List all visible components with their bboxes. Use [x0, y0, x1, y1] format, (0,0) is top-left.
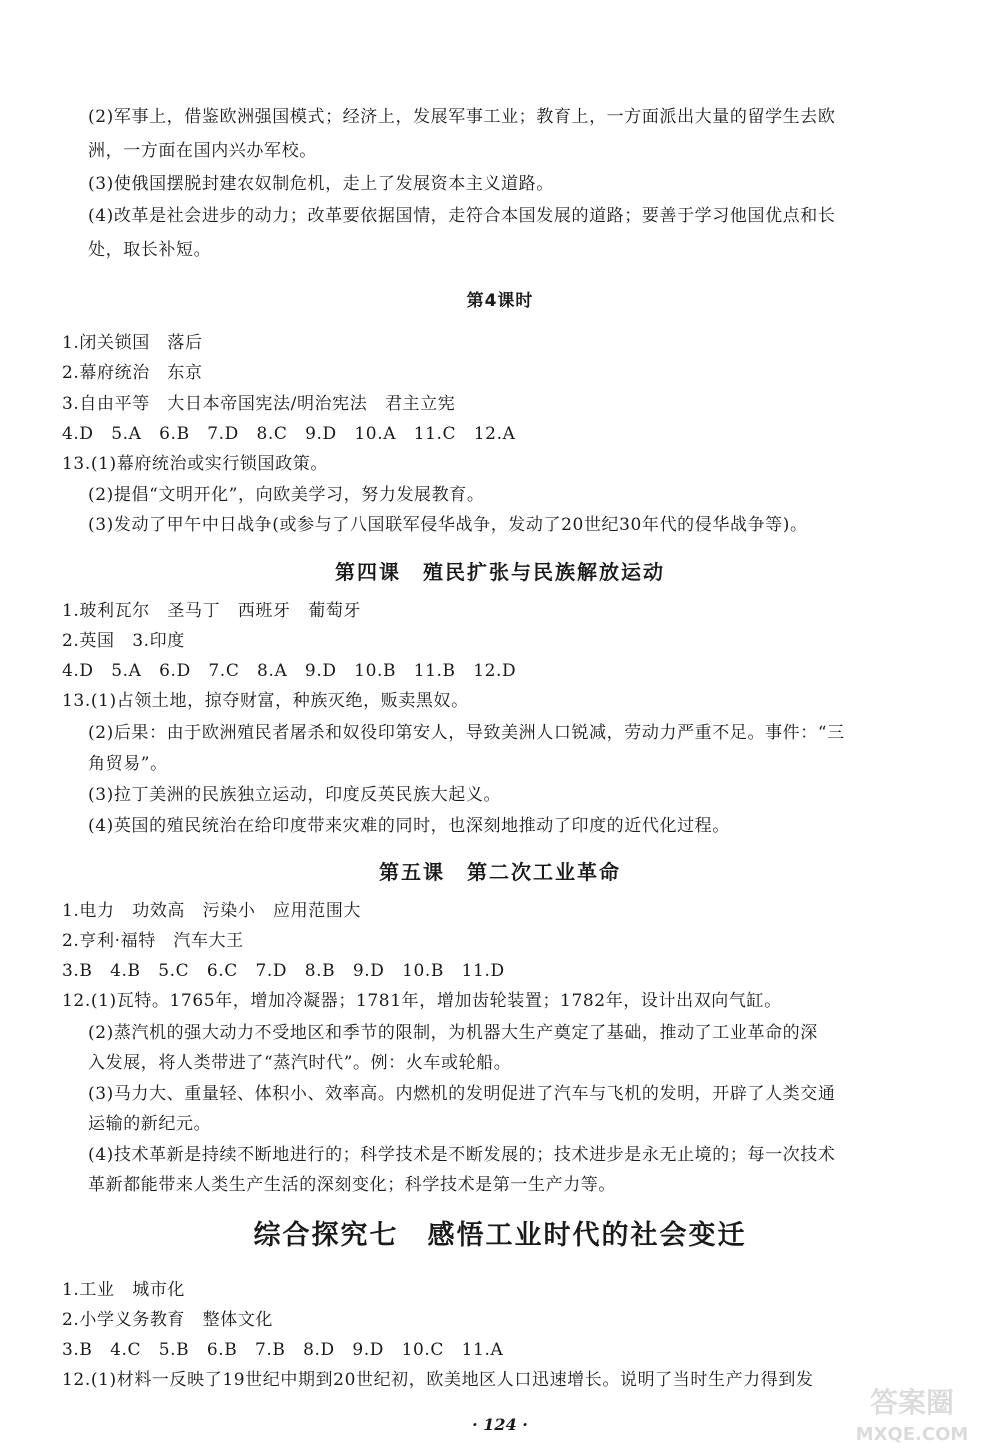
answer-line: 1.工业 城市化: [62, 1280, 186, 1300]
answer-line: 处，取长补短。: [88, 240, 212, 260]
lesson-heading: 第五课 第二次工业革命: [379, 860, 621, 884]
answer-line: 洲，一方面在国内兴办军校。: [88, 141, 317, 161]
answer-line: (4)改革是社会进步的动力；改革要依据国情，走符合本国发展的道路；要善于学习他国优点和长: [88, 206, 836, 226]
answer-line: 2.亨利·福特 汽车大王: [62, 931, 244, 951]
answer-line: 13.(1)幕府统治或实行锁国政策。: [62, 454, 328, 474]
answer-line: 运输的新纪元。: [88, 1114, 212, 1134]
answer-line: 革新都能带来人类生产生活的深刻变化；科学技术是第一生产力等。: [88, 1175, 616, 1195]
watermark-line2: MXQE.COM: [855, 1424, 969, 1445]
section-heading: 第4课时: [466, 291, 534, 311]
answer-line: 12.(1)瓦特。1765年，增加冷凝器；1781年，增加齿轮装置；1782年，设计出双向气缸。: [62, 991, 782, 1011]
answer-line: (2)蒸汽机的强大动力不受地区和季节的限制，为机器大生产奠定了基础，推动了工业革命的深: [88, 1023, 818, 1043]
answer-line: 2.幕府统治 东京: [62, 363, 203, 383]
answer-line: (3)拉丁美洲的民族独立运动，印度反英民族大起义。: [88, 785, 502, 805]
answer-line: 13.(1)占领土地，掠夺财富，种族灭绝，贩卖黑奴。: [62, 691, 469, 711]
answer-line: (4)英国的殖民统治在给印度带来灾难的同时，也深刻地推动了印度的近代化过程。: [88, 816, 730, 836]
answer-line: 2.小学义务教育 整体文化: [62, 1310, 274, 1330]
answer-line: 2.英国 3.印度: [62, 631, 185, 651]
chapter-heading: 综合探究七 感悟工业时代的社会变迁: [253, 1220, 747, 1251]
answer-line: (3)马力大、重量轻、体积小、效率高。内燃机的发明促进了汽车与飞机的发明，开辟了人类交通: [88, 1084, 836, 1104]
answer-line: 入发展，将人类带进了“蒸汽时代”。例：火车或轮船。: [88, 1053, 512, 1073]
lesson-heading: 第四课 殖民扩张与民族解放运动: [335, 560, 665, 584]
page-number: · 124 ·: [472, 1415, 528, 1434]
watermark-line1: 答案圈: [869, 1386, 955, 1419]
answer-line: (2)后果：由于欧洲殖民者屠杀和奴役印第安人，导致美洲人口锐减，劳动力严重不足。事件：“三: [88, 723, 845, 743]
answer-line: 1.闭关锁国 落后: [62, 333, 203, 353]
answer-line: (3)使俄国摆脱封建农奴制危机，走上了发展资本主义道路。: [88, 174, 554, 194]
answer-line: 4.D 5.A 6.D 7.C 8.A 9.D 10.B 11.B 12.D: [62, 661, 517, 681]
answer-line: 4.D 5.A 6.B 7.D 8.C 9.D 10.A 11.C 12.A: [62, 424, 516, 444]
answer-line: 1.玻利瓦尔 圣马丁 西班牙 葡萄牙: [62, 601, 362, 621]
answer-line: 1.电力 功效高 污染小 应用范围大: [62, 901, 362, 921]
answer-line: 角贸易”。: [88, 754, 168, 774]
answer-line: 3.B 4.B 5.C 6.C 7.D 8.B 9.D 10.B 11.D: [62, 961, 505, 981]
answer-line: (2)军事上，借鉴欧洲强国模式；经济上，发展军事工业；教育上，一方面派出大量的留学生去欧: [88, 107, 836, 127]
watermark-logo-icon: [842, 1380, 982, 1450]
answer-line: 12.(1)材料一反映了19世纪中期到20世纪初，欧美地区人口迅速增长。说明了当时生产力得到发: [62, 1370, 814, 1390]
answer-line: 3.B 4.C 5.B 6.B 7.B 8.D 9.D 10.C 11.A: [62, 1340, 504, 1360]
answer-line: (3)发动了甲午中日战争(或参与了八国联军侵华战争，发动了20世纪30年代的侵华战争等)。: [88, 515, 808, 535]
answer-line: (2)提倡“文明开化”，向欧美学习，努力发展教育。: [88, 485, 485, 505]
answer-line: (4)技术革新是持续不断地进行的；科学技术是不断发展的；技术进步是永无止境的；每一次技术: [88, 1145, 836, 1165]
answer-line: 3.自由平等 大日本帝国宪法/明治宪法 君主立宪: [62, 394, 456, 414]
